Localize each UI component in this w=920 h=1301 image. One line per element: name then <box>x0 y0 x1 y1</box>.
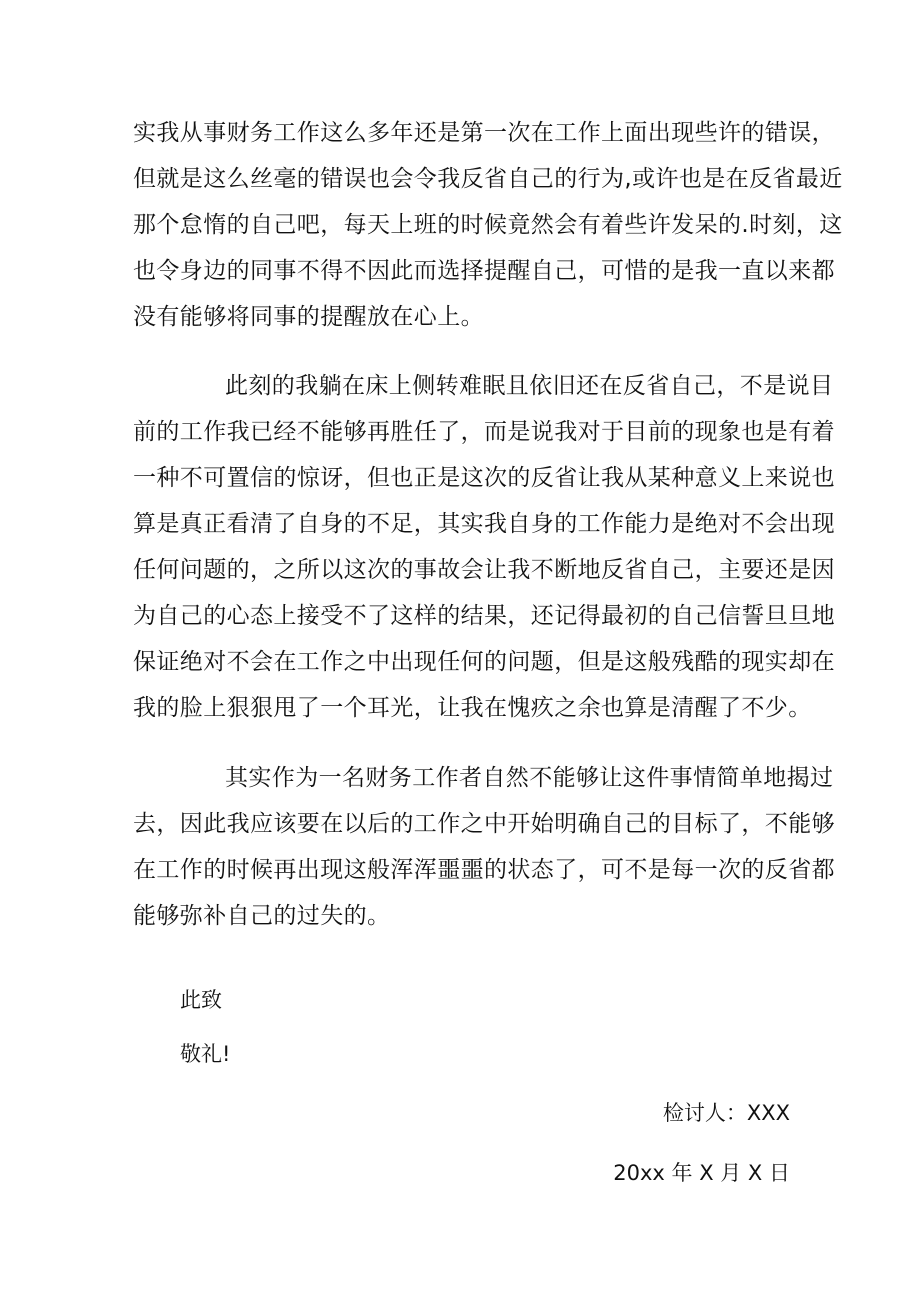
text-line: 我的脸上狠狠甩了一个耳光，让我在愧疚之余也算是清醒了不少。 <box>133 695 812 721</box>
text-line: 能够弥补自己的过失的。 <box>133 903 391 929</box>
closing-salutation: 此致 <box>180 988 222 1012</box>
signature-author: 检讨人：XXX <box>662 1101 790 1125</box>
text-line: 为自己的心态上接受不了这样的结果，还记得最初的自己信誓旦旦地 <box>133 603 835 629</box>
text-line: 那个怠惰的自己吧，每天上班的时候竟然会有着些许发呆的.时刻，这 <box>133 212 843 238</box>
text-line: 但就是这么丝毫的错误也会令我反省自己的行为,或许也是在反省最近 <box>133 166 843 192</box>
text-line: 在工作的时候再出现这般浑浑噩噩的状态了，可不是每一次的反省都 <box>133 857 835 883</box>
text-line: 此刻的我躺在床上侧转难眠且依旧还在反省自己，不是说目 <box>225 373 834 399</box>
text-line: 一种不可置信的惊讶，但也正是这次的反省让我从某种意义上来说也 <box>133 465 835 491</box>
signature-date: 20xx 年 X 月 X 日 <box>613 1161 790 1185</box>
text-line: 任何问题的，之所以这次的事故会让我不断地反省自己，主要还是因 <box>133 557 835 583</box>
text-line: 去，因此我应该要在以后的工作之中开始明确自己的目标了，不能够 <box>133 811 835 837</box>
text-line: 保证绝对不会在工作之中出现任何的问题，但是这般残酷的现实却在 <box>133 649 835 675</box>
text-line: 其实作为一名财务工作者自然不能够让这件事情简单地揭过 <box>225 765 834 791</box>
text-line: 实我从事财务工作这么多年还是第一次在工作上面出现些许的错误， <box>133 120 835 146</box>
text-line: 也令身边的同事不得不因此而选择提醒自己，可惜的是我一直以来都 <box>133 258 835 284</box>
text-line: 前的工作我已经不能够再胜任了，而是说我对于目前的现象也是有着 <box>133 419 835 445</box>
text-line: 没有能够将同事的提醒放在心上。 <box>133 304 484 330</box>
text-line: 算是真正看清了自身的不足，其实我自身的工作能力是绝对不会出现 <box>133 511 835 537</box>
closing-regards: 敬礼! <box>180 1042 231 1066</box>
